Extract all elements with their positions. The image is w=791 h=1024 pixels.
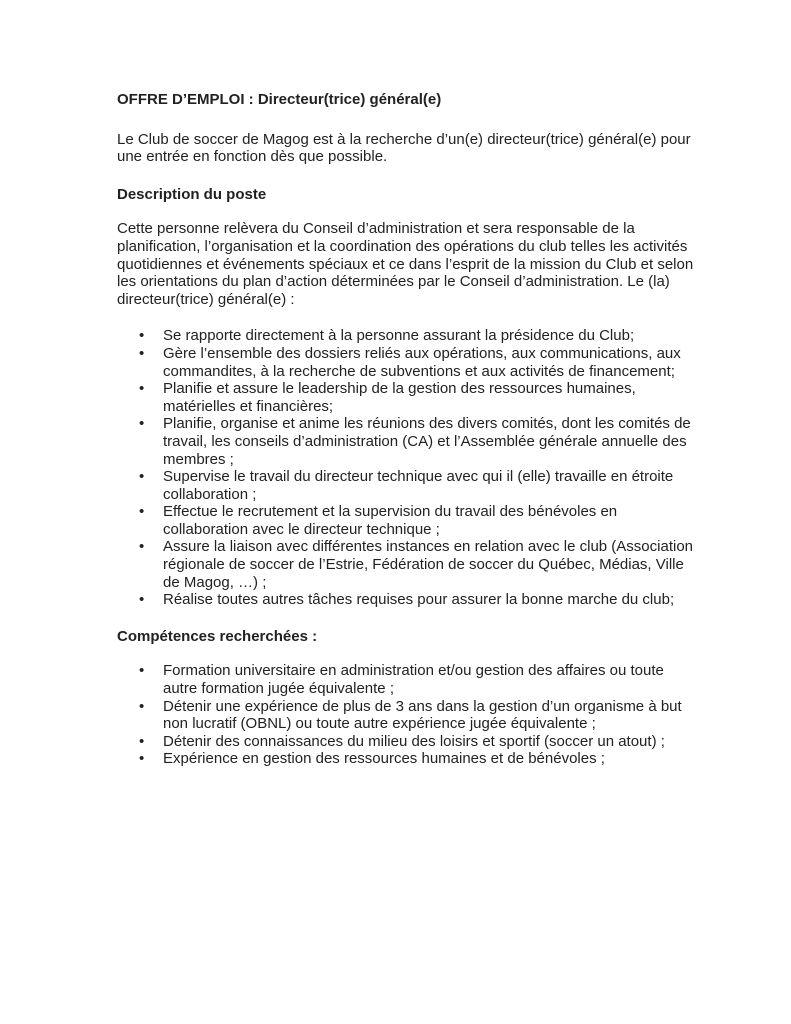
list-item xyxy=(117,327,697,345)
bullet-icon: • xyxy=(139,662,145,680)
skill-text: Formation universitaire en administration et/ou gestion des affaires ou toute autre formation jugée équivalente ; xyxy=(163,662,664,698)
list-item xyxy=(117,698,697,733)
skill-text: Détenir des connaissances du milieu des loisirs et sportif (soccer un atout) ; xyxy=(163,732,665,750)
skills-heading: Compétences recherchées : xyxy=(117,627,318,645)
bullet-icon: • xyxy=(139,750,145,768)
description-paragraph: Cette personne relèvera du Conseil d’administration et sera responsable de la planification, l’organisation et la coordination des opérations du club telles les activités quotidiennes et événements spéciaux et ce dans l’esprit de la mission du Club et selon les orientations du plan d’action déterminées par le Conseil d’administration. Le (la) directeur(trice) général(e) : xyxy=(117,220,694,308)
skills-list xyxy=(117,662,697,768)
bullet-icon: • xyxy=(139,591,145,609)
bullet-icon: • xyxy=(139,732,145,750)
page-title: OFFRE D’EMPLOI : Directeur(trice) général(e) xyxy=(117,91,442,108)
skill-text: Expérience en gestion des ressources humaines et de bénévoles ; xyxy=(163,750,605,768)
bullet-icon: • xyxy=(139,468,145,486)
intro-paragraph: Le Club de soccer de Magog est à la recherche d’un(e) directeur(trice) général(e) pour une entrée en fonction dès que possible. xyxy=(117,130,691,166)
description-heading: Description du poste xyxy=(117,185,267,203)
bullet-icon: • xyxy=(139,380,145,398)
list-item xyxy=(117,380,697,415)
bullet-icon: • xyxy=(139,503,145,521)
list-item xyxy=(117,591,697,609)
list-item xyxy=(117,538,697,591)
bullet-icon: • xyxy=(139,538,145,556)
bullet-icon: • xyxy=(139,327,145,345)
duty-text: Assure la liaison avec différentes instances en relation avec le club (Association régionale de soccer de l’Estrie, Fédération de soccer du Québec, Médias, Ville de Magog, …) ; xyxy=(163,538,694,591)
duty-text: Gère l’ensemble des dossiers reliés aux opérations, aux communications, aux commandites, à la recherche de subventions et aux activités de financement; xyxy=(163,344,681,380)
list-item xyxy=(117,750,697,768)
duty-text: Planifie et assure le leadership de la gestion des ressources humaines, matérielles et financières; xyxy=(163,380,636,415)
duty-text: Effectue le recrutement et la supervision du travail des bénévoles en collaboration avec le directeur technique ; xyxy=(163,503,618,538)
list-item xyxy=(117,503,697,538)
list-item xyxy=(117,662,697,697)
duty-text: Supervise le travail du directeur technique avec qui il (elle) travaille en étroite collaboration ; xyxy=(163,468,674,503)
duty-text: Se rapporte directement à la personne assurant la présidence du Club; xyxy=(163,327,635,345)
duties-list xyxy=(117,327,697,609)
list-item xyxy=(117,468,697,503)
duty-text: Planifie, organise et anime les réunions des divers comités, dont les comités de travail, les conseils d’administration (CA) et l’Assemblée générale annuelle des membres ; xyxy=(163,415,691,468)
bullet-icon: • xyxy=(139,415,145,433)
list-item xyxy=(117,415,697,468)
document-page xyxy=(117,91,697,768)
list-item xyxy=(117,733,697,751)
bullet-icon: • xyxy=(139,344,145,362)
skill-text: Détenir une expérience de plus de 3 ans dans la gestion d’un organisme à but non lucratif (OBNL) ou toute autre expérience jugée équivalente ; xyxy=(163,697,682,733)
bullet-icon: • xyxy=(139,697,145,715)
list-item xyxy=(117,345,697,380)
duty-text: Réalise toutes autres tâches requises pour assurer la bonne marche du club; xyxy=(163,591,675,609)
